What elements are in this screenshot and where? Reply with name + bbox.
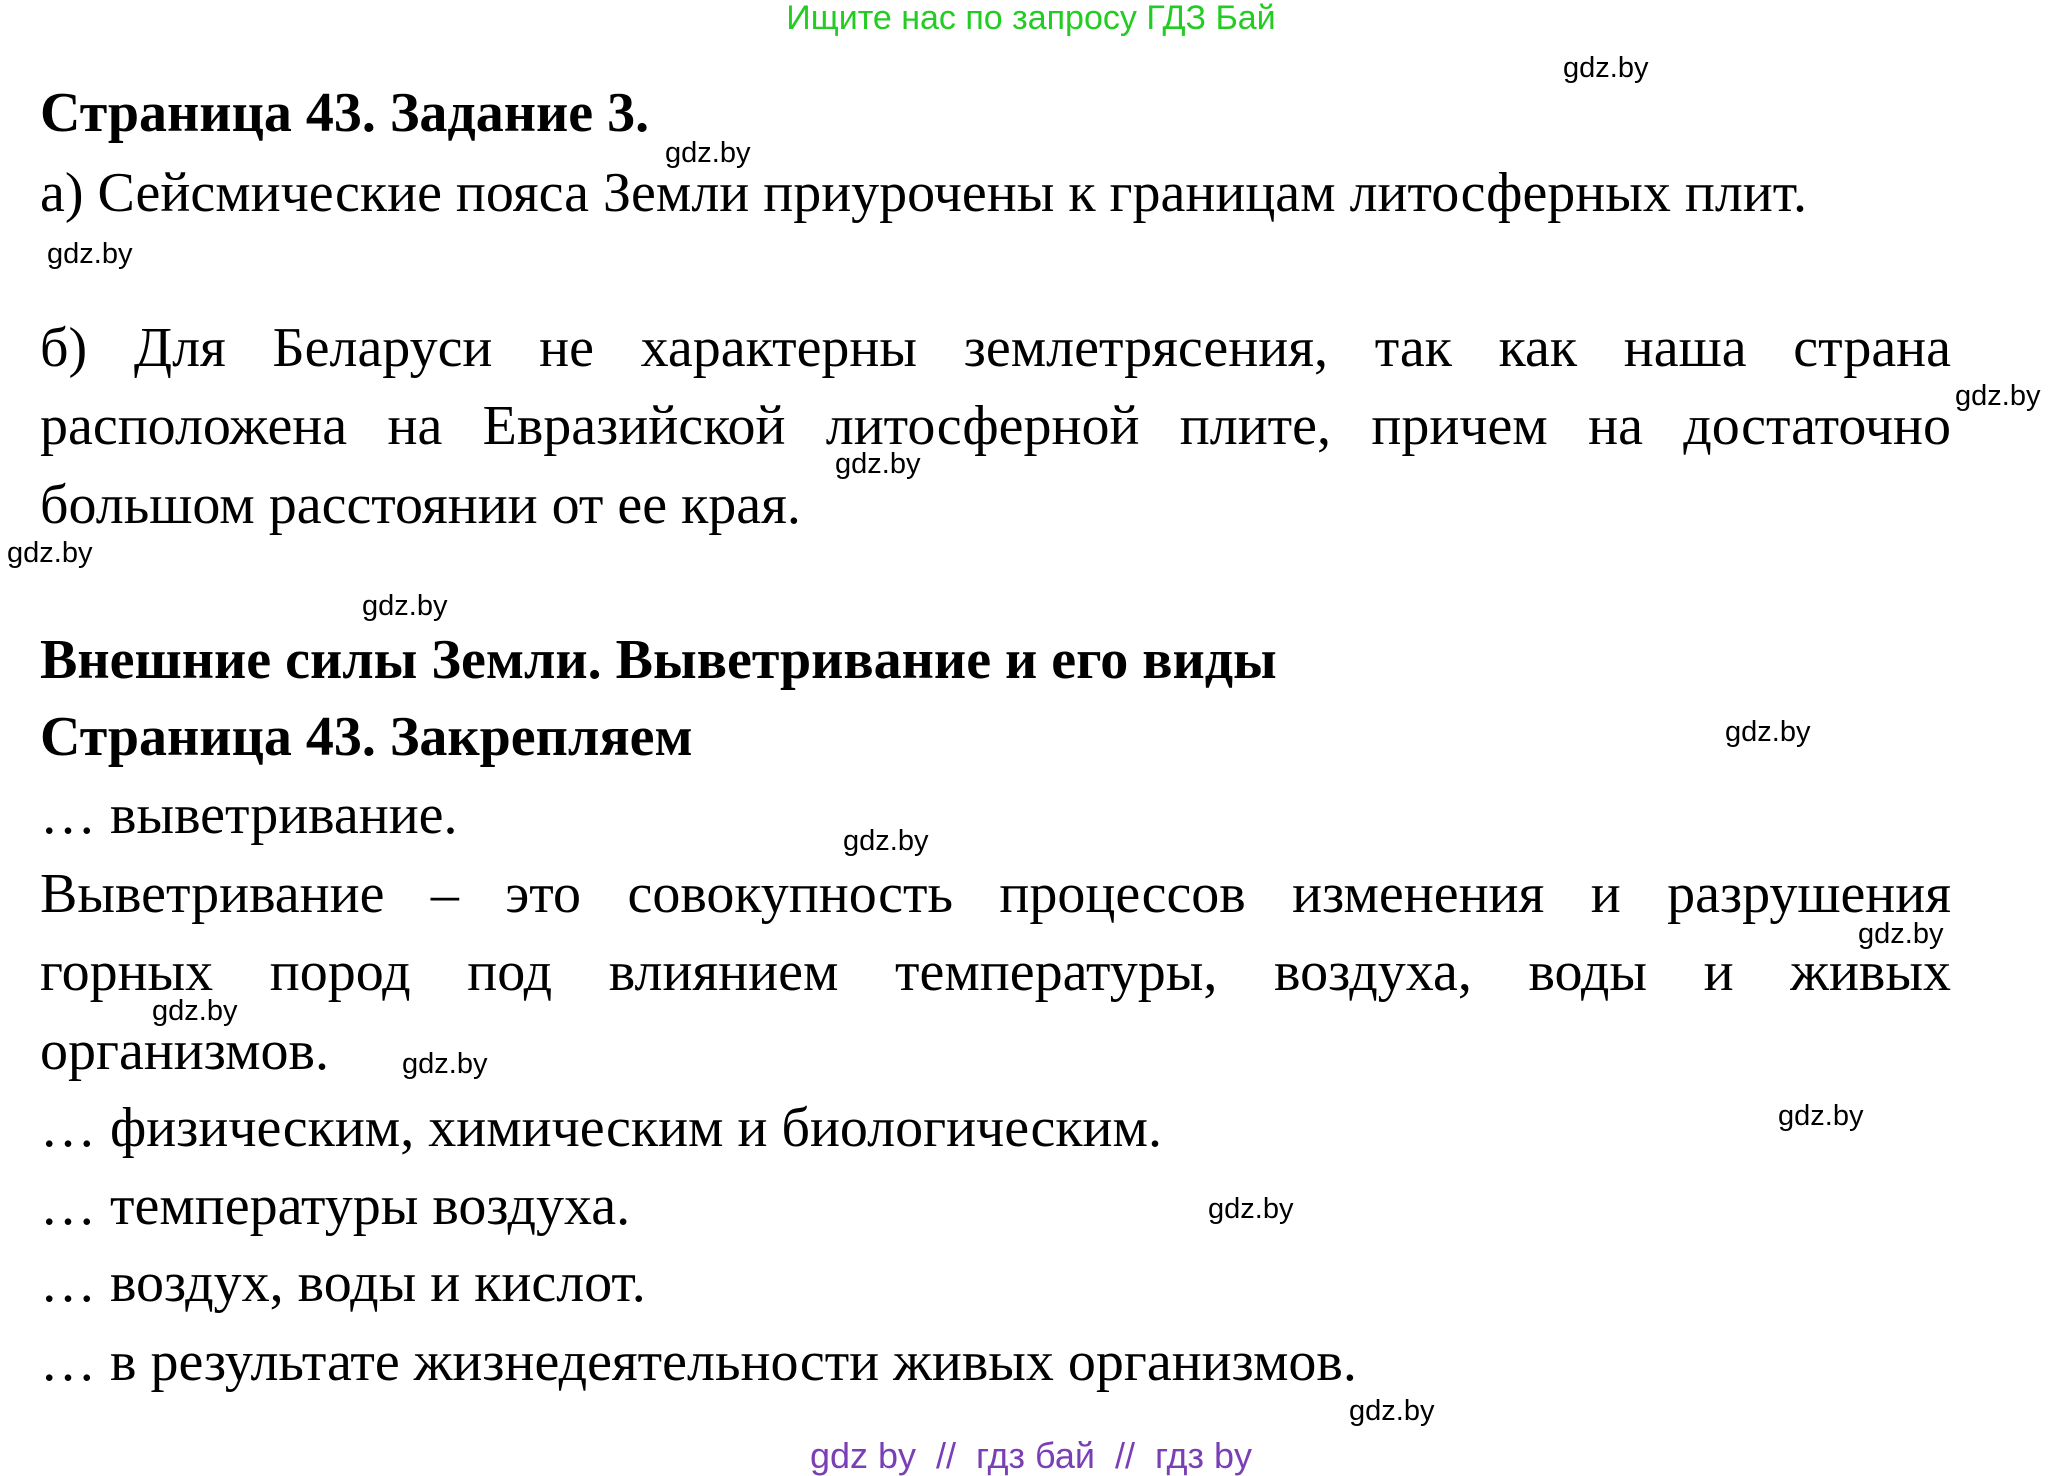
section-title: Страница 43. Закрепляем: [40, 706, 693, 768]
answer-b-line: б) Для Беларуси не характерны землетрясения, так как наша страна: [40, 317, 1951, 379]
answer-line: горных пород под влиянием температуры, воздуха, воды и живых: [40, 941, 1951, 1003]
answer-line: … выветривание.: [40, 784, 458, 846]
watermark: gdz.by: [1725, 716, 1811, 748]
answer-b-line: большом расстоянии от ее края.: [40, 474, 801, 536]
answer-a: а) Сейсмические пояса Земли приурочены к границам литосферных плит.: [40, 162, 1808, 224]
answer-b-line: расположена на Евразийской литосферной плите, причем на достаточно: [40, 395, 1951, 457]
answer-line: … в результате жизнедеятельности живых организмов.: [40, 1331, 1357, 1393]
answer-line: … физическим, химическим и биологическим.: [40, 1097, 1162, 1159]
watermark: gdz.by: [843, 825, 929, 857]
watermark: gdz.by: [402, 1048, 488, 1080]
watermark: gdz.by: [47, 238, 133, 270]
watermark: gdz.by: [835, 448, 921, 480]
answer-line: … воздух, воды и кислот.: [40, 1252, 646, 1314]
watermark: gdz.by: [1778, 1100, 1864, 1132]
topic-heading: Внешние силы Земли. Выветривание и его виды: [40, 629, 1277, 691]
search-banner: Ищите нас по запросу ГДЗ Бай: [786, 0, 1276, 37]
section-title: Страница 43. Задание 3.: [40, 82, 650, 144]
watermark: gdz.by: [1349, 1395, 1435, 1427]
watermark: gdz.by: [152, 995, 238, 1027]
watermark: gdz.by: [665, 137, 751, 169]
watermark: gdz.by: [1563, 52, 1649, 84]
answer-line: организмов.: [40, 1020, 329, 1082]
watermark: gdz.by: [1858, 918, 1944, 950]
answer-line: Выветривание – это совокупность процессов изменения и разрушения: [40, 863, 1951, 925]
watermark: gdz.by: [1955, 380, 2041, 412]
watermark: gdz.by: [362, 590, 448, 622]
footer-links[interactable]: gdz by // гдз бай // гдз by: [809, 1435, 1253, 1476]
watermark: gdz.by: [1208, 1193, 1294, 1225]
answer-line: … температуры воздуха.: [40, 1175, 631, 1237]
watermark: gdz.by: [7, 537, 93, 569]
